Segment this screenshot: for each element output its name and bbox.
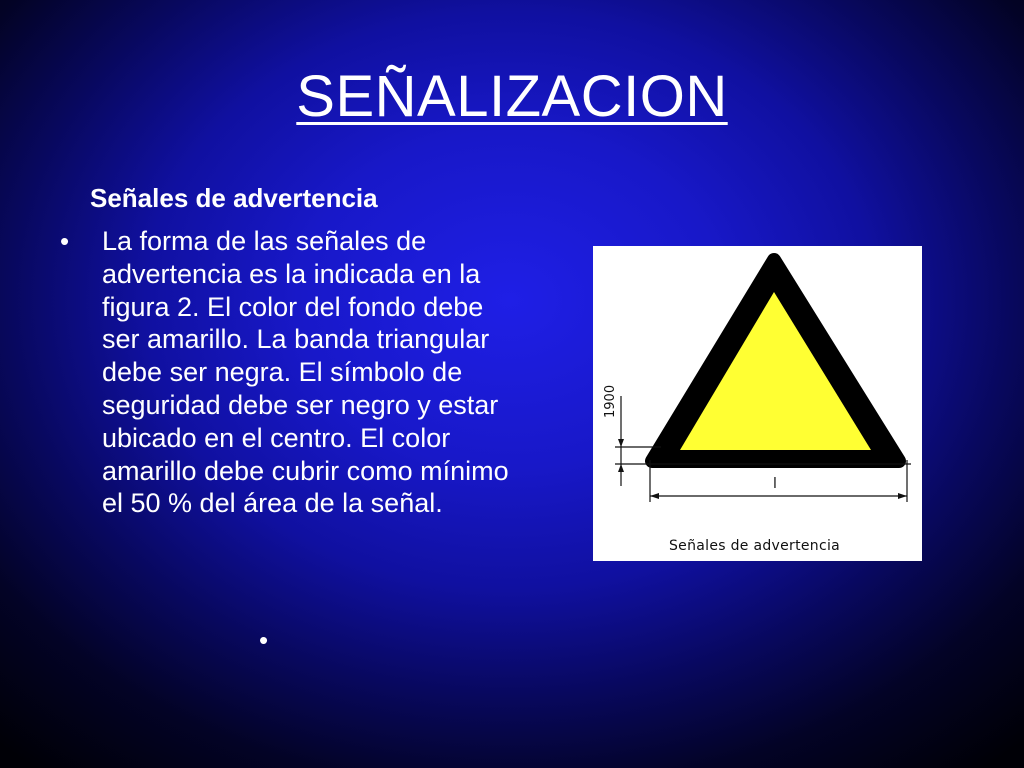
- warning-sign-figure: [593, 246, 922, 561]
- slide-subtitle: Señales de advertencia: [90, 183, 378, 213]
- figure-caption: Señales de advertencia: [669, 538, 841, 554]
- warning-triangle-diagram: [593, 246, 922, 561]
- bullet-item: [60, 225, 520, 520]
- empty-bullet-marker: •: [259, 625, 269, 655]
- height-dimension-label: 1900: [603, 384, 618, 418]
- bullet-marker: •: [60, 226, 70, 256]
- bullet-text: La forma de las señales de advertencia es la indicada en la figura 2. El color del fondo debe ser amarillo. La banda triangular debe ser negra. El símbolo de seguridad debe ser negro y estar ubicado en el centro. El color amarillo debe cubrir como mínimo el 50 % del área de la señal.: [102, 226, 509, 519]
- slide-title: SEÑALIZACION: [296, 64, 728, 129]
- length-dimension-label: l: [773, 476, 777, 492]
- bullet-list: [60, 225, 520, 520]
